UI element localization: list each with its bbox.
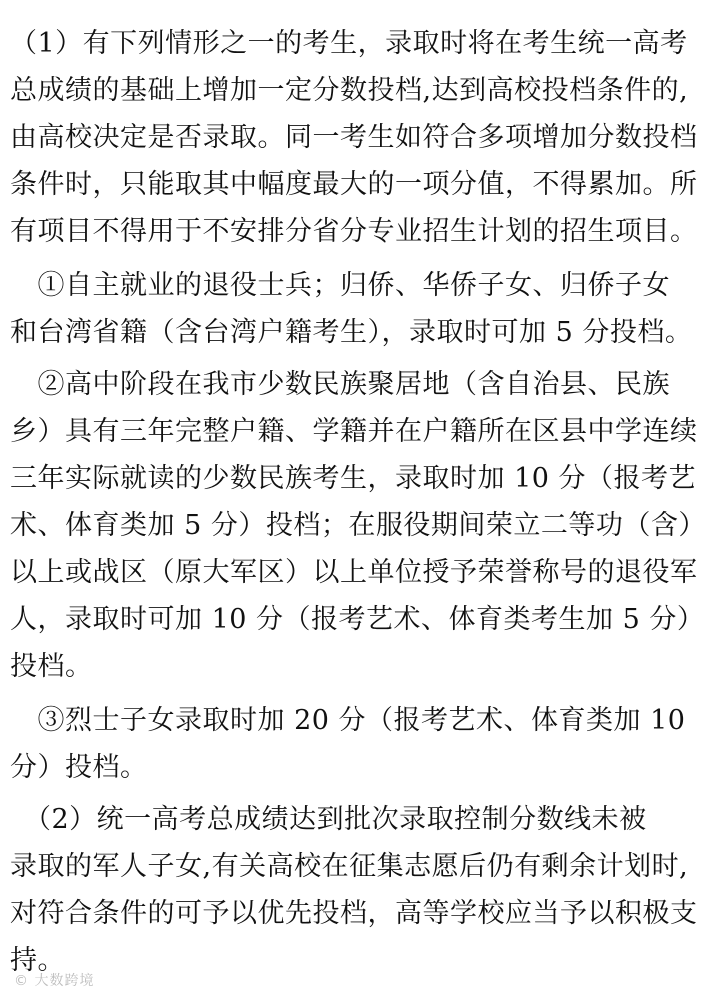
text-line: （1）有下列情形之一的考生，录取时将在考生统一高考 [10,28,688,59]
text-line: 持。 [10,945,65,976]
text-line: 条件时，只能取其中幅度最大的一项分值，不得累加。所 [10,169,698,200]
text-line: 人，录取时可加 10 分（报考艺术、体育类考生加 5 分） [10,604,705,635]
watermark-text: 大数跨境 [34,973,95,989]
text-line: 以上或战区（原大军区）以上单位授予荣誉称号的退役军 [10,557,698,588]
text-line: 三年实际就读的少数民族考生，录取时加 10 分（报考艺 [10,463,697,494]
text-line: ③烈士子女录取时加 20 分（报考艺术、体育类加 10 [10,705,686,736]
watermark-logo [14,970,94,990]
text-line: 术、体育类加 5 分）投档；在服役期间荣立二等功（含） [10,510,706,541]
text-line: 录取的军人子女,有关高校在征集志愿后仍有剩余计划时, [10,851,689,882]
text-line: 分）投档。 [10,752,148,783]
watermark-icon: © [14,973,29,989]
text-line: ①自主就业的退役士兵；归侨、华侨子女、归侨子女 [10,270,670,301]
text-line: 有项目不得用于不安排分省分专业招生计划的招生项目。 [10,216,698,247]
text-line: 投档。 [10,651,93,682]
text-line: 乡）具有三年完整户籍、学籍并在户籍所在区县中学连续 [10,416,698,447]
text-line: 由高校决定是否录取。同一考生如符合多项增加分数投档 [10,122,698,153]
text-line: 和台湾省籍（含台湾户籍考生），录取时可加 5 分投档。 [10,317,693,348]
text-line: ②高中阶段在我市少数民族聚居地（含自治县、民族 [10,369,670,400]
text-line: 总成绩的基础上增加一定分数投档,达到高校投档条件的, [10,75,689,106]
text-line: （2）统一高考总成绩达到批次录取控制分数线未被 [10,804,647,835]
text-line: 对符合条件的可予以优先投档，高等学校应当予以积极支 [10,898,698,929]
